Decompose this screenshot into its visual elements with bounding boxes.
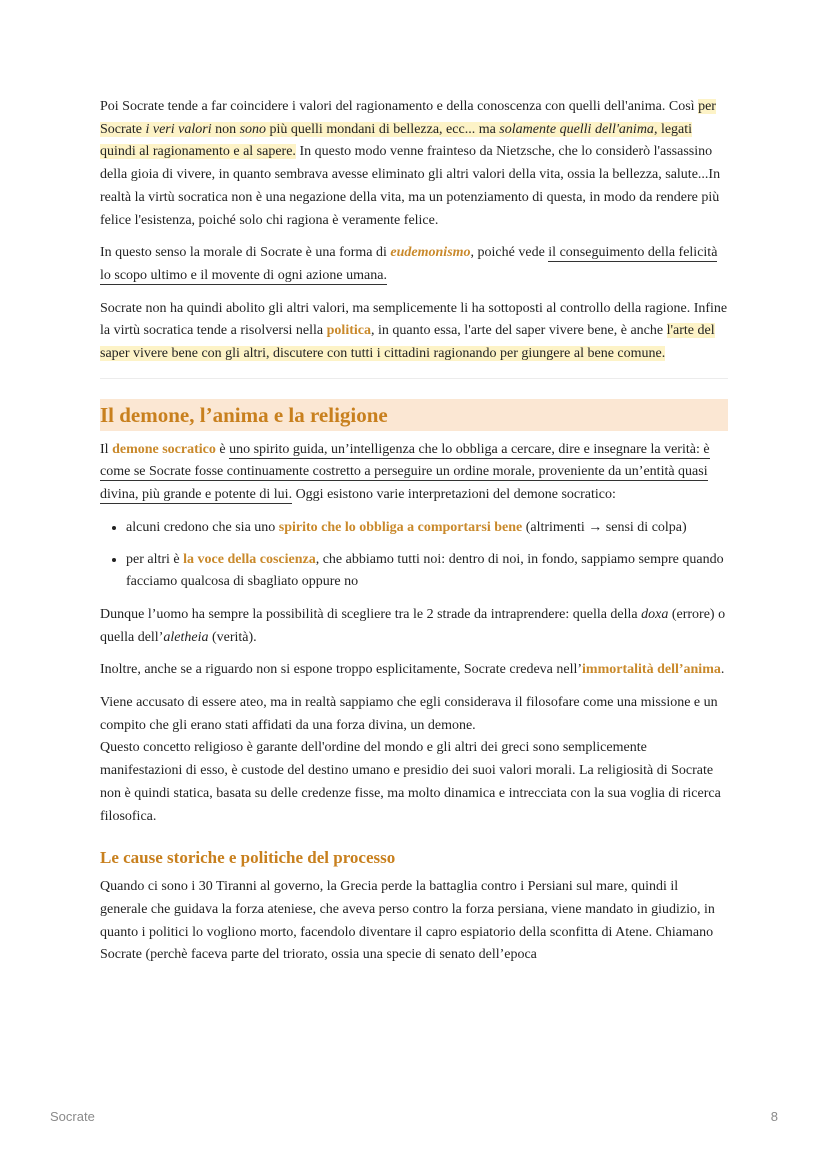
term-immortalita: immortalità dell’anima: [582, 662, 721, 678]
interpretations-list: [100, 517, 728, 594]
underlined-text: uno spirito guida, un’intelligenza che lo obbliga a cercare, dire e insegnare la verità: è come se Socrate fosse continuamente costretto a perseguire un ordine morale, proveniente da un’entità quasi divina, più grande e potente di lui.: [100, 441, 710, 503]
paragraph-politics: Socrate non ha quindi abolito gli altri valori, ma semplicemente li ha sottoposti al controllo della ragione. Infine la virtù socratica tende a risolversi nella politica, in quanto essa, l'arte del saper vivere bene, è anche l'arte del saper vivere bene con gli altri, discutere con tutti i cittadini ragionando per giungere al bene comune.: [100, 300, 728, 362]
paragraph-process: Quando ci sono i 30 Tiranni al governo, la Grecia perde la battaglia contro i Persiani sul mare, quindi il generale che guidava la forza ateniese, che aveva perso contro la forza persiana, viene mandato in giudizio, in quanto i politici lo vogliono morto, facendolo diventare il capro espiatorio della sconfitta di Atene. Chiamano Socrate (perchè faceva parte del triorato, ossia una specie di senato dell’epoca: [100, 879, 715, 963]
highlight: per Socrate i veri valori non sono più quelli mondani di bellezza, ecc... ma solamente quelli dell'anima, legati quindi al ragionamento e al sapere.: [100, 99, 716, 160]
paragraph-eudemonism: In questo senso la morale di Socrate è una forma di eudemonismo, poiché vede il conseguimento della felicità lo scopo ultimo e il movente di ogni azione umana.: [100, 245, 718, 283]
highlight: l'arte del saper vivere bene con gli altri, discutere con tutti i cittadini ragionando per giungere al bene comune.: [100, 323, 715, 362]
document-page: [100, 96, 728, 977]
paragraph-immortality: Inoltre, anche se a riguardo non si espone troppo esplicitamente, Socrate credeva nell’immortalità dell’anima.: [100, 662, 725, 678]
underlined-text: il conseguimento della felicità lo scopo ultimo e il movente di ogni azione umana.: [100, 245, 718, 283]
subsection-heading: Le cause storiche e politiche del processo: [100, 848, 396, 868]
divider: [100, 378, 728, 379]
paragraph-demone: Il demone socratico è uno spirito guida, un’intelligenza che lo obbliga a cercare, dire e insegnare la verità: è come se Socrate fosse continuamente costretto a perseguire un ordine morale, proveniente da un’entità quasi divina, più grande e potente di lui. Oggi esistono varie interpretazioni del demone socratico:: [100, 441, 710, 503]
term-demone-socratico: demone socratico: [112, 441, 216, 457]
list-item: • alcuni credono che sia uno spirito che lo obbliga a comportarsi bene (altrimenti → sensi di colpa): [126, 517, 728, 540]
footer-title: Socrate: [50, 1109, 95, 1124]
paragraph-doxa: Dunque l’uomo ha sempre la possibilità di scegliere tra le 2 strade da intraprendere: quella della doxa (errore) o quella dell’aletheia (verità).: [100, 606, 726, 645]
term-politica: politica: [326, 323, 371, 339]
paragraph-religion: Viene accusato di essere ateo, ma in realtà sappiamo che egli considerava il filosofare come una missione e un compito che gli erano stati affidati da una forza divina, un demone. Questo concetto religioso è garante dell'ordine del mondo e gli altri dei greci sono semplicemente manifestazioni di esso, è custode del destino umano e presidio dei suoi valori morali. La religiosità di Socrate non è quindi statica, basata su delle credenze fisse, ma molto dinamica e intrecciata con la sua voglia di ricerca filosofica.: [100, 695, 721, 824]
section-heading: Il demone, l’anima e la religione: [100, 399, 728, 431]
page-number: 8: [770, 1109, 778, 1124]
list-item: • per altri è la voce della coscienza, che abbiamo tutti noi: dentro di noi, in fondo, sappiamo sempre quando facciamo qualcosa di sbagliato oppure no: [126, 549, 728, 594]
paragraph-values: Poi Socrate tende a far coincidere i valori del ragionamento e della conoscenza con quelli dell'anima. Così per Socrate i veri valori non sono più quelli mondani di bellezza, ecc... ma solamente quelli dell'anima, legati quindi al ragionamento e al sapere. In questo modo venne frainteso da Nietzsche, che lo considerò l'assassino della gioia di vivere, in quanto sembrava avesse eliminato gli altri valori della vita, ossia la bellezza, salute...In realtà la virtù socratica non è una negazione della vita, ma un potenziamento di questa, in modo da rendere più felice l'esistenza, poiché solo chi ragiona è veramente felice.: [100, 99, 721, 228]
term-eudemonismo: eudemonismo: [390, 245, 471, 261]
